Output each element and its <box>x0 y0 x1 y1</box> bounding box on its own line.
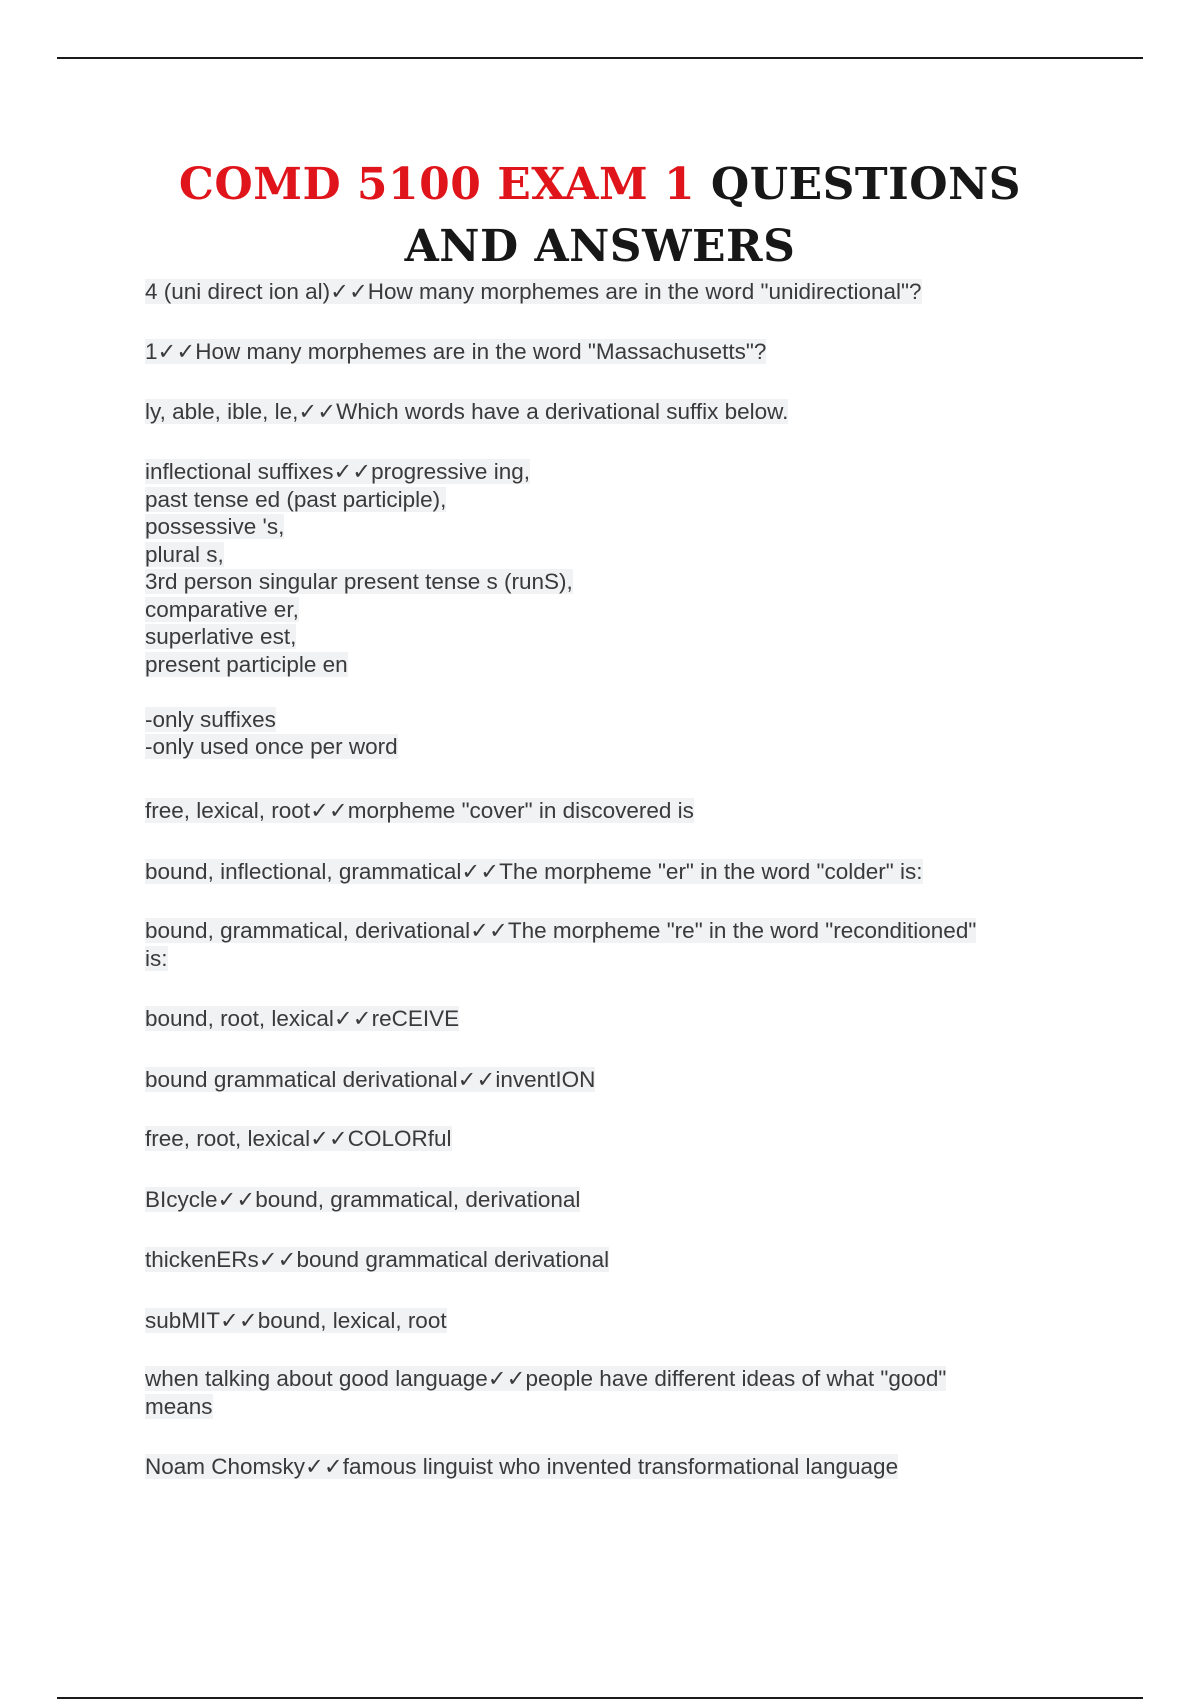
qa-item-15: Noam Chomsky✓✓famous linguist who invented transformational language <box>145 1454 899 1479</box>
qa-item-5: free, lexical, root✓✓morpheme "cover" in discovered is <box>145 798 694 823</box>
qa-item-1: 4 (uni direct ion al)✓✓How many morphemes are in the word "unidirectional"? <box>145 279 922 304</box>
top-rule <box>57 57 1143 59</box>
qa-item-8: bound, root, lexical✓✓reCEIVE <box>145 1006 460 1031</box>
qa-item-6: bound, inflectional, grammatical✓✓The morpheme "er" in the word "colder" is: <box>145 859 923 884</box>
document-title <box>140 154 1060 278</box>
qa-item-11: BIcycle✓✓bound, grammatical, derivational <box>145 1187 581 1212</box>
qa-item-12: thickenERs✓✓bound grammatical derivational <box>145 1247 610 1272</box>
qa-item-3: ly, able, ible, le,✓✓Which words have a derivational suffix below. <box>145 399 789 424</box>
title-course: COMD 5100 EXAM 1 <box>178 159 696 210</box>
bottom-rule <box>57 1697 1143 1699</box>
qa-item-13: subMIT✓✓bound, lexical, root <box>145 1308 447 1333</box>
qa-item-10: free, root, lexical✓✓COLORful <box>145 1126 452 1151</box>
qa-item-4: inflectional suffixes✓✓progressive ing, past tense ed (past participle), possessive 's, plural s, 3rd person singular present tense s (runS), comparative er, superlative est, present participle en -only suffixes -only used once per word <box>145 459 573 759</box>
title-subtitle: QUESTIONS AND ANSWERS <box>404 159 1022 272</box>
qa-item-9: bound grammatical derivational✓✓inventION <box>145 1067 596 1092</box>
qa-item-14: when talking about good language✓✓people have different ideas of what "good" means <box>145 1366 947 1419</box>
qa-item-2: 1✓✓How many morphemes are in the word "Massachusetts"? <box>145 339 767 364</box>
qa-item-7: bound, grammatical, derivational✓✓The morpheme "re" in the word "reconditioned" is: <box>145 918 977 971</box>
